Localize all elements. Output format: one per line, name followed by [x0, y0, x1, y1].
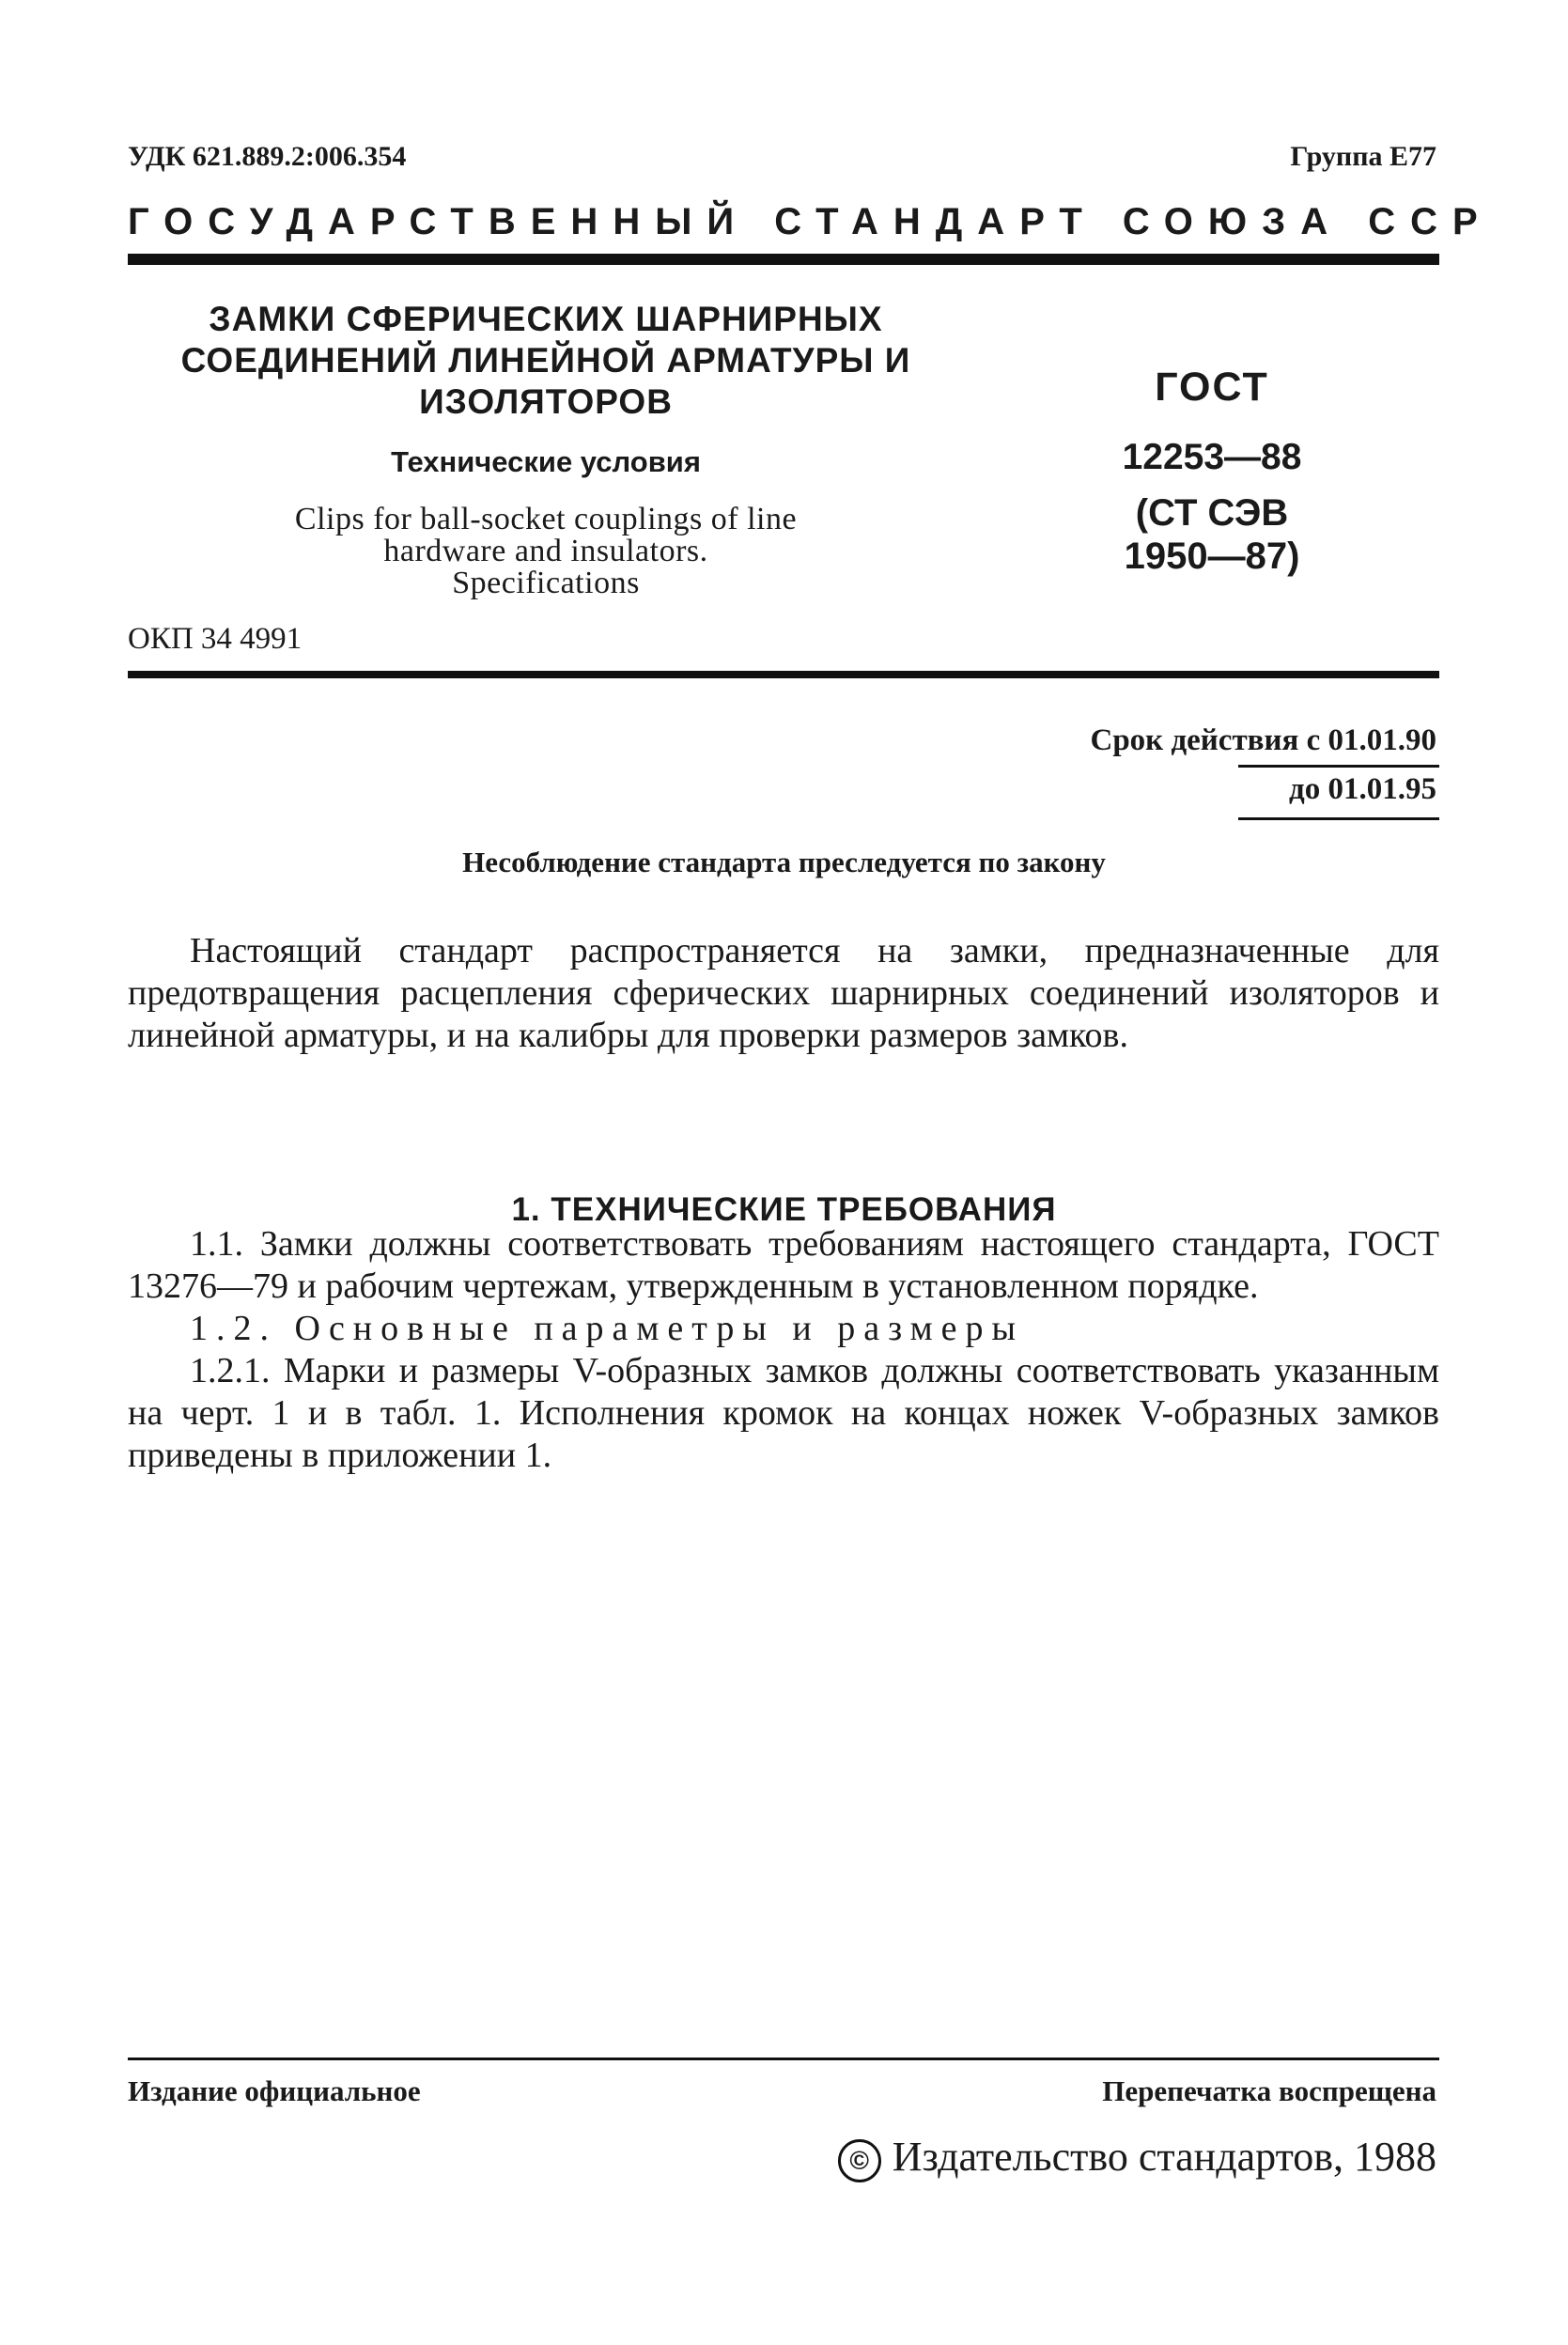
validity-from: Срок действия с 01.01.90 — [1090, 723, 1436, 757]
copyright-icon: © — [838, 2139, 881, 2182]
title-block — [128, 299, 964, 599]
title-block-bottom-rule — [128, 671, 1439, 678]
clause-1-1: 1.1. Замки должны соответствовать требованиям настоящего стандарта, ГОСТ 13276—79 и рабочим чертежам, утвержденным в установленном порядке. — [128, 1224, 1439, 1306]
document-subtitle: Технические условия — [391, 445, 701, 478]
st-sev-line-2: 1950—87) — [1124, 536, 1300, 577]
gost-designation — [1099, 365, 1325, 578]
clause-1-2-1: 1.2.1. Марки и размеры V-образных замков должны соответствовать указанным на черт. 1 и в табл. 1. Исполнения кромок на концах ножек V-образных замков приведены в приложении 1. — [128, 1351, 1439, 1475]
okp-code: ОКП 34 4991 — [128, 622, 303, 656]
udc-code: УДК 621.889.2:006.354 — [128, 141, 407, 172]
copyright-line — [838, 2133, 1436, 2182]
section-heading: 1. ТЕХНИЧЕСКИЕ ТРЕБОВАНИЯ — [511, 1191, 1057, 1228]
state-standard-banner: ГОСУДАРСТВЕННЫЙ СТАНДАРТ СОЮЗА ССР — [128, 201, 1493, 242]
group-code: Группа Е77 — [1290, 141, 1436, 172]
gost-label: ГОСТ — [1155, 365, 1269, 410]
compliance-note: Несоблюдение стандарта преследуется по закону — [462, 846, 1106, 878]
intro-paragraph: Настоящий стандарт распространяется на замки, предназначенные для предотвращения расцепления сферических шарнирных соединений изоляторов и линейной арматуры, и на калибры для проверки размеров замков. — [128, 931, 1439, 1055]
edition-note: Издание официальное — [128, 2074, 421, 2107]
clause-1-2: 1.2. Основные параметры и размеры — [190, 1309, 1025, 1348]
title-line-1: ЗАМКИ СФЕРИЧЕСКИХ ШАРНИРНЫХ — [209, 300, 883, 338]
english-title-line-3: Specifications — [452, 566, 640, 600]
validity-to: до 01.01.95 — [1289, 772, 1436, 806]
english-title-line-2: hardware and insulators. — [383, 534, 708, 568]
header-thick-rule — [128, 254, 1439, 265]
validity-bottom-rule — [1238, 817, 1439, 820]
st-sev-reference — [1099, 491, 1325, 578]
gost-number: 12253—88 — [1122, 437, 1302, 477]
copyright-text: Издательство стандартов, 1988 — [892, 2134, 1436, 2180]
reprint-note: Перепечатка воспрещена — [1102, 2074, 1436, 2107]
footer-rule — [128, 2058, 1439, 2060]
st-sev-line-1: (СТ СЭВ — [1135, 492, 1289, 534]
document-title — [128, 299, 964, 423]
section-1-body — [128, 1223, 1439, 1477]
english-title-line-1: Clips for ball-socket couplings of line — [294, 502, 798, 536]
validity-divider — [1238, 765, 1439, 768]
title-line-3: ИЗОЛЯТОРОВ — [419, 382, 673, 421]
english-title — [128, 504, 964, 599]
title-line-2: СОЕДИНЕНИЙ ЛИНЕЙНОЙ АРМАТУРЫ И — [180, 341, 911, 380]
